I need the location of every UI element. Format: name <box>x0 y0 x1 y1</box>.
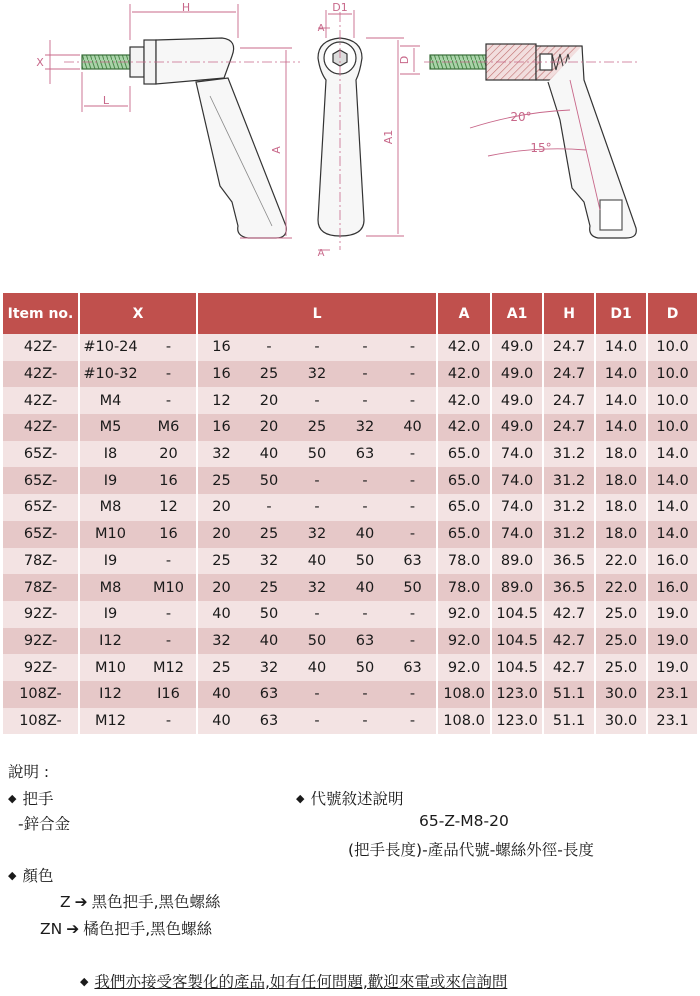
table-cell: 49.0 <box>491 414 543 441</box>
table-cell: M8 <box>79 574 141 601</box>
table-cell: 22.0 <box>595 548 647 575</box>
right-arrow-icon: ➔ <box>66 920 80 938</box>
dim-label-d1: D1 <box>332 1 348 14</box>
table-cell: - <box>293 334 341 361</box>
table-cell: 24.7 <box>543 387 595 414</box>
table-cell: 25 <box>197 548 245 575</box>
table-cell: I12 <box>79 681 141 708</box>
table-cell: - <box>141 601 197 628</box>
table-cell: 42Z- <box>3 414 79 441</box>
table-cell: 16.0 <box>647 574 697 601</box>
handle-heading <box>8 787 53 809</box>
header-x: X <box>79 293 197 334</box>
table-cell: 32 <box>341 414 389 441</box>
table-cell: 50 <box>341 654 389 681</box>
table-cell: 74.0 <box>491 441 543 468</box>
table-cell: - <box>341 708 389 735</box>
table-cell: 19.0 <box>647 654 697 681</box>
table-cell: 20 <box>197 494 245 521</box>
table-cell: 65.0 <box>437 494 491 521</box>
table-cell: 78Z- <box>3 574 79 601</box>
table-cell: 51.1 <box>543 708 595 735</box>
color-zn-code: ZN <box>40 920 63 938</box>
table-row <box>3 654 697 681</box>
table-cell: 32 <box>245 548 293 575</box>
dim-label-x: X <box>36 56 44 69</box>
table-cell: - <box>389 361 437 388</box>
table-cell: 20 <box>245 414 293 441</box>
notes-title: 說明 : <box>8 763 50 781</box>
table-cell: 65Z- <box>3 494 79 521</box>
header-l: L <box>197 293 437 334</box>
table-cell: 42.0 <box>437 334 491 361</box>
handle-heading-text: 把手 <box>22 790 54 808</box>
table-cell: - <box>389 681 437 708</box>
table-cell: 40 <box>245 441 293 468</box>
dim-label-l: L <box>102 94 110 107</box>
section-label-top: A <box>317 23 325 34</box>
table-cell: M12 <box>79 708 141 735</box>
code-example: 65-Z-M8-20 <box>419 812 509 830</box>
table-cell: 108Z- <box>3 681 79 708</box>
table-cell: 108.0 <box>437 708 491 735</box>
table-cell: 10.0 <box>647 334 697 361</box>
table-cell: - <box>389 441 437 468</box>
angle-label-15: 15° <box>530 141 552 155</box>
table-cell: 24.7 <box>543 361 595 388</box>
table-cell: 22.0 <box>595 574 647 601</box>
table-cell: - <box>389 521 437 548</box>
front-view <box>318 12 364 250</box>
table-cell: 108Z- <box>3 708 79 735</box>
color-z-line <box>60 890 221 912</box>
dim-label-a: A <box>270 146 283 154</box>
table-cell: I9 <box>79 548 141 575</box>
table-cell: I9 <box>79 467 141 494</box>
diamond-bullet-icon: ◆ <box>296 792 305 805</box>
table-cell: 74.0 <box>491 521 543 548</box>
table-cell: - <box>341 467 389 494</box>
code-explanation: (把手長度)-產品代號-螺絲外徑-長度 <box>348 841 594 859</box>
table-cell: 25 <box>245 361 293 388</box>
table-row <box>3 334 697 361</box>
table-cell: - <box>293 681 341 708</box>
table-cell: 40 <box>341 521 389 548</box>
table-cell: - <box>141 548 197 575</box>
table-cell: 20 <box>245 387 293 414</box>
table-cell: - <box>245 494 293 521</box>
table-cell: #10-32 <box>79 361 141 388</box>
table-row <box>3 441 697 468</box>
code-heading <box>296 787 403 809</box>
table-cell: 49.0 <box>491 334 543 361</box>
angle-label-20: 20° <box>510 110 532 124</box>
table-cell: 14.0 <box>595 361 647 388</box>
dim-label-h: H <box>181 1 191 14</box>
technical-drawing <box>0 0 700 275</box>
table-cell: #10-24 <box>79 334 141 361</box>
table-row <box>3 387 697 414</box>
section-label-bottom: A <box>317 248 325 259</box>
table-cell: 104.5 <box>491 601 543 628</box>
right-arrow-icon: ➔ <box>74 893 88 911</box>
table-body <box>3 334 697 734</box>
table-cell: 31.2 <box>543 521 595 548</box>
table-cell: 14.0 <box>647 494 697 521</box>
table-cell: - <box>293 467 341 494</box>
table-cell: - <box>389 708 437 735</box>
dim-label-d: D <box>398 55 411 65</box>
table-row <box>3 681 697 708</box>
table-cell: 89.0 <box>491 574 543 601</box>
color-zn-desc: 橘色把手,黑色螺絲 <box>83 920 213 938</box>
table-cell: 10.0 <box>647 387 697 414</box>
table-cell: 42Z- <box>3 387 79 414</box>
table-cell: M10 <box>79 654 141 681</box>
table-cell: 10.0 <box>647 414 697 441</box>
table-row <box>3 494 697 521</box>
table-cell: 31.2 <box>543 467 595 494</box>
table-cell: - <box>389 628 437 655</box>
table-cell: I9 <box>79 601 141 628</box>
footer-note <box>80 970 507 992</box>
table-cell: - <box>293 387 341 414</box>
table-cell: 30.0 <box>595 708 647 735</box>
table-cell: 63 <box>341 441 389 468</box>
table-cell: 14.0 <box>647 521 697 548</box>
table-cell: 16 <box>197 414 245 441</box>
table-cell: I12 <box>79 628 141 655</box>
table-cell: 123.0 <box>491 708 543 735</box>
table-cell: M8 <box>79 494 141 521</box>
table-cell: - <box>341 334 389 361</box>
table-cell: 40 <box>197 708 245 735</box>
table-cell: 20 <box>141 441 197 468</box>
table-cell: 16 <box>141 467 197 494</box>
table-cell: 50 <box>245 467 293 494</box>
table-cell: - <box>341 601 389 628</box>
table-cell: 14.0 <box>647 441 697 468</box>
table-cell: 49.0 <box>491 387 543 414</box>
table-cell: - <box>141 361 197 388</box>
table-cell: 32 <box>293 521 341 548</box>
table-cell: - <box>293 601 341 628</box>
table-cell: 30.0 <box>595 681 647 708</box>
table-cell: 32 <box>197 628 245 655</box>
table-cell: 74.0 <box>491 494 543 521</box>
table-row <box>3 361 697 388</box>
table-cell: 25 <box>197 467 245 494</box>
table-cell: 123.0 <box>491 681 543 708</box>
table-cell: - <box>341 361 389 388</box>
table-cell: - <box>141 334 197 361</box>
table-cell: 50 <box>293 628 341 655</box>
table-cell: 65.0 <box>437 441 491 468</box>
table-cell: 32 <box>293 574 341 601</box>
table-row <box>3 628 697 655</box>
table-cell: 14.0 <box>595 334 647 361</box>
table-cell: - <box>389 601 437 628</box>
table-cell: 42Z- <box>3 334 79 361</box>
table-cell: - <box>293 708 341 735</box>
table-cell: 92.0 <box>437 601 491 628</box>
table-cell: 42.0 <box>437 361 491 388</box>
table-cell: M10 <box>79 521 141 548</box>
color-heading <box>8 864 53 886</box>
table-cell: 63 <box>389 548 437 575</box>
table-cell: 23.1 <box>647 681 697 708</box>
table-cell: M5 <box>79 414 141 441</box>
table-cell: 92.0 <box>437 628 491 655</box>
table-cell: - <box>245 334 293 361</box>
code-heading-text: 代號敘述說明 <box>310 790 404 808</box>
table-cell: 40 <box>293 548 341 575</box>
table-cell: - <box>389 494 437 521</box>
diamond-bullet-icon: ◆ <box>8 869 17 882</box>
table-cell: 31.2 <box>543 494 595 521</box>
header-d: D <box>647 293 697 334</box>
table-cell: 12 <box>141 494 197 521</box>
table-cell: 14.0 <box>595 387 647 414</box>
table-cell: 51.1 <box>543 681 595 708</box>
table-cell: 42.7 <box>543 601 595 628</box>
color-heading-text: 顏色 <box>22 867 54 885</box>
table-cell: 104.5 <box>491 628 543 655</box>
table-cell: 40 <box>197 601 245 628</box>
table-cell: 18.0 <box>595 521 647 548</box>
table-cell: 25 <box>197 654 245 681</box>
table-cell: 42.7 <box>543 628 595 655</box>
table-cell: 32 <box>197 441 245 468</box>
header-a1: A1 <box>491 293 543 334</box>
table-cell: 25 <box>245 521 293 548</box>
table-cell: 36.5 <box>543 574 595 601</box>
table-cell: 49.0 <box>491 361 543 388</box>
table-cell: 40 <box>389 414 437 441</box>
table-cell: 78.0 <box>437 574 491 601</box>
table-cell: 32 <box>245 654 293 681</box>
table-cell: 40 <box>245 628 293 655</box>
table-row <box>3 601 697 628</box>
table-cell: 16 <box>141 521 197 548</box>
table-cell: 92Z- <box>3 601 79 628</box>
table-cell: - <box>141 628 197 655</box>
table-cell: - <box>389 467 437 494</box>
table-cell: 25.0 <box>595 628 647 655</box>
table-cell: 50 <box>245 601 293 628</box>
table-cell: I16 <box>141 681 197 708</box>
table-cell: 24.7 <box>543 334 595 361</box>
table-cell: M4 <box>79 387 141 414</box>
table-cell: 18.0 <box>595 494 647 521</box>
table-cell: 25.0 <box>595 601 647 628</box>
table-cell: 12 <box>197 387 245 414</box>
table-cell: 42.7 <box>543 654 595 681</box>
diamond-bullet-icon: ◆ <box>8 792 17 805</box>
table-cell: 25 <box>245 574 293 601</box>
table-cell: 63 <box>341 628 389 655</box>
table-cell: 104.5 <box>491 654 543 681</box>
table-cell: - <box>341 494 389 521</box>
table-cell: 78Z- <box>3 548 79 575</box>
table-row <box>3 414 697 441</box>
table-cell: 108.0 <box>437 681 491 708</box>
table-row <box>3 548 697 575</box>
table-cell: 31.2 <box>543 441 595 468</box>
table-cell: - <box>341 387 389 414</box>
table-cell: 16.0 <box>647 548 697 575</box>
table-cell: 74.0 <box>491 467 543 494</box>
table-cell: 89.0 <box>491 548 543 575</box>
color-zn-line <box>40 917 212 939</box>
table-cell: 40 <box>197 681 245 708</box>
color-z-desc: 黑色把手,黑色螺絲 <box>91 893 221 911</box>
table-cell: 25.0 <box>595 654 647 681</box>
table-cell: 78.0 <box>437 548 491 575</box>
header-a: A <box>437 293 491 334</box>
handle-material: -鋅合金 <box>18 815 71 833</box>
table-cell: 63 <box>245 708 293 735</box>
table-cell: 50 <box>389 574 437 601</box>
footer-note-text: 我們亦接受客製化的產品,如有任何問題,歡迎來電或來信詢問 <box>94 973 508 991</box>
spec-table <box>3 293 697 734</box>
table-cell: 23.1 <box>647 708 697 735</box>
table-row <box>3 574 697 601</box>
table-cell: 42.0 <box>437 387 491 414</box>
table-cell: - <box>293 494 341 521</box>
table-cell: 32 <box>293 361 341 388</box>
table-cell: 63 <box>245 681 293 708</box>
table-cell: 65Z- <box>3 467 79 494</box>
table-cell: 25 <box>293 414 341 441</box>
table-cell: I8 <box>79 441 141 468</box>
table-cell: 92.0 <box>437 654 491 681</box>
table-cell: M10 <box>141 574 197 601</box>
table-cell: - <box>389 387 437 414</box>
table-cell: - <box>389 334 437 361</box>
table-cell: 18.0 <box>595 441 647 468</box>
table-cell: - <box>141 708 197 735</box>
table-cell: 65Z- <box>3 521 79 548</box>
table-cell: 19.0 <box>647 601 697 628</box>
table-cell: 16 <box>197 334 245 361</box>
table-cell: 42Z- <box>3 361 79 388</box>
header-item-no: Item no. <box>3 293 79 334</box>
table-cell: 16 <box>197 361 245 388</box>
header-h: H <box>543 293 595 334</box>
table-cell: 50 <box>341 548 389 575</box>
diamond-bullet-icon: ◆ <box>80 975 89 988</box>
table-cell: 18.0 <box>595 467 647 494</box>
table-cell: 65.0 <box>437 467 491 494</box>
color-z-code: Z <box>60 893 71 911</box>
table-cell: 36.5 <box>543 548 595 575</box>
table-header-row <box>3 293 697 334</box>
side-view <box>64 38 300 238</box>
table-row <box>3 708 697 735</box>
table-cell: 14.0 <box>595 414 647 441</box>
table-cell: - <box>141 387 197 414</box>
header-d1: D1 <box>595 293 647 334</box>
table-cell: 10.0 <box>647 361 697 388</box>
table-cell: 92Z- <box>3 654 79 681</box>
table-row <box>3 467 697 494</box>
table-cell: 40 <box>293 654 341 681</box>
table-cell: - <box>341 681 389 708</box>
table-cell: 14.0 <box>647 467 697 494</box>
table-cell: 65.0 <box>437 521 491 548</box>
table-cell: M12 <box>141 654 197 681</box>
dim-label-a1: A1 <box>382 129 395 145</box>
table-cell: 63 <box>389 654 437 681</box>
table-cell: 42.0 <box>437 414 491 441</box>
table-cell: 20 <box>197 574 245 601</box>
table-cell: 65Z- <box>3 441 79 468</box>
table-cell: 19.0 <box>647 628 697 655</box>
table-cell: 40 <box>341 574 389 601</box>
table-cell: M6 <box>141 414 197 441</box>
table-cell: 92Z- <box>3 628 79 655</box>
table-row <box>3 521 697 548</box>
table-cell: 24.7 <box>543 414 595 441</box>
table-cell: 50 <box>293 441 341 468</box>
table-cell: 20 <box>197 521 245 548</box>
